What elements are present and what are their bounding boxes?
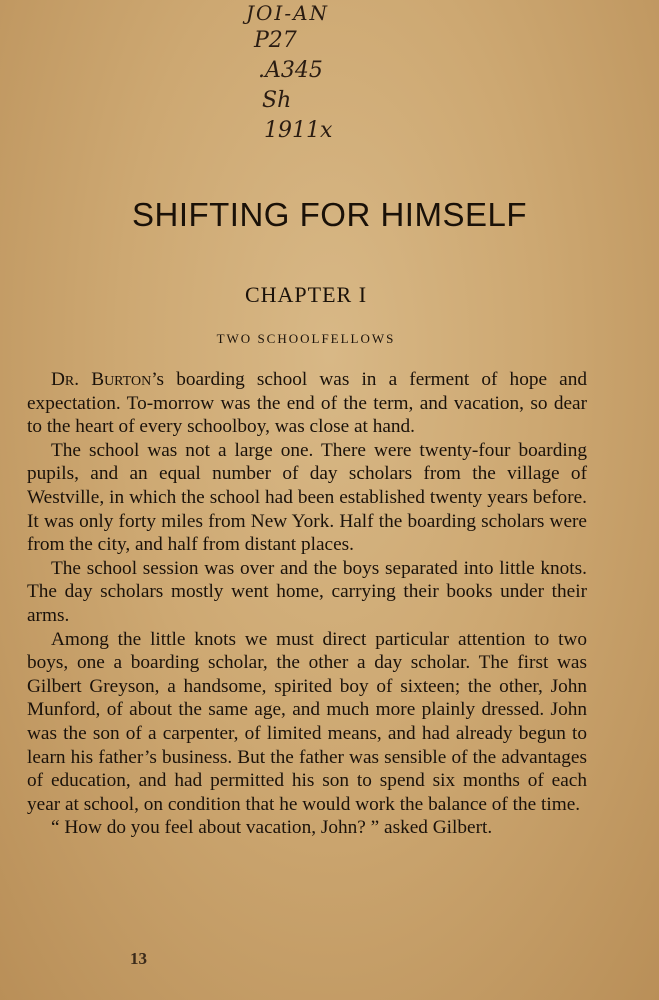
lead-name: Dr. Burton: [51, 369, 152, 390]
paragraph: “ How do you feel about vacation, John? ” asked Gilbert.: [51, 817, 493, 839]
chapter-title: TWO SCHOOLFELLOWS: [216, 331, 396, 346]
paragraph-text: ’s boarding school was in a ferment of hope and expectation. To-morrow was the end of the term, and vacation, so dear to the heart of every schoolboy, was close at hand.: [27, 369, 587, 438]
body-text: [27, 368, 587, 840]
callnum-line: .A345: [258, 58, 323, 83]
paragraph: The school was not a large one. There were twenty-four boarding pupils, and an equal number of day scholars from the village of Westville, in which the school had been established twenty years before. It was only forty miles from New York. Half the boarding scholars were from the city, and half from distant places.: [27, 439, 587, 556]
page-number: 13: [130, 949, 147, 968]
callnum-line: Sh: [262, 88, 292, 113]
chapter-heading: CHAPTER I: [244, 282, 368, 307]
paragraph: The school session was over and the boys separated into little knots. The day scholars mostly went home, carrying their books under their arms.: [27, 557, 587, 626]
callnum-line: P27: [254, 28, 297, 53]
handwritten-call-number: [240, 0, 420, 146]
paragraph: [27, 368, 587, 439]
callnum-line: 1911x: [264, 118, 333, 143]
callnum-line: JOI-AN: [246, 1, 330, 25]
paragraph: Among the little knots we must direct particular attention to two boys, one a boarding scholar, the other a day scholar. The first was Gilbert Greyson, a handsome, spirited boy of sixteen; the other, John Munford, of about the same age, and much more plainly dressed. John was the son of a carpenter, of limited means, and had already begun to learn his father’s business. But the father was sensible of the advantages of education, and had permitted his son to spend six months of each year at school, on condition that he would work the balance of the time.: [27, 628, 587, 815]
book-title: SHIFTING FOR HIMSELF: [131, 196, 527, 233]
